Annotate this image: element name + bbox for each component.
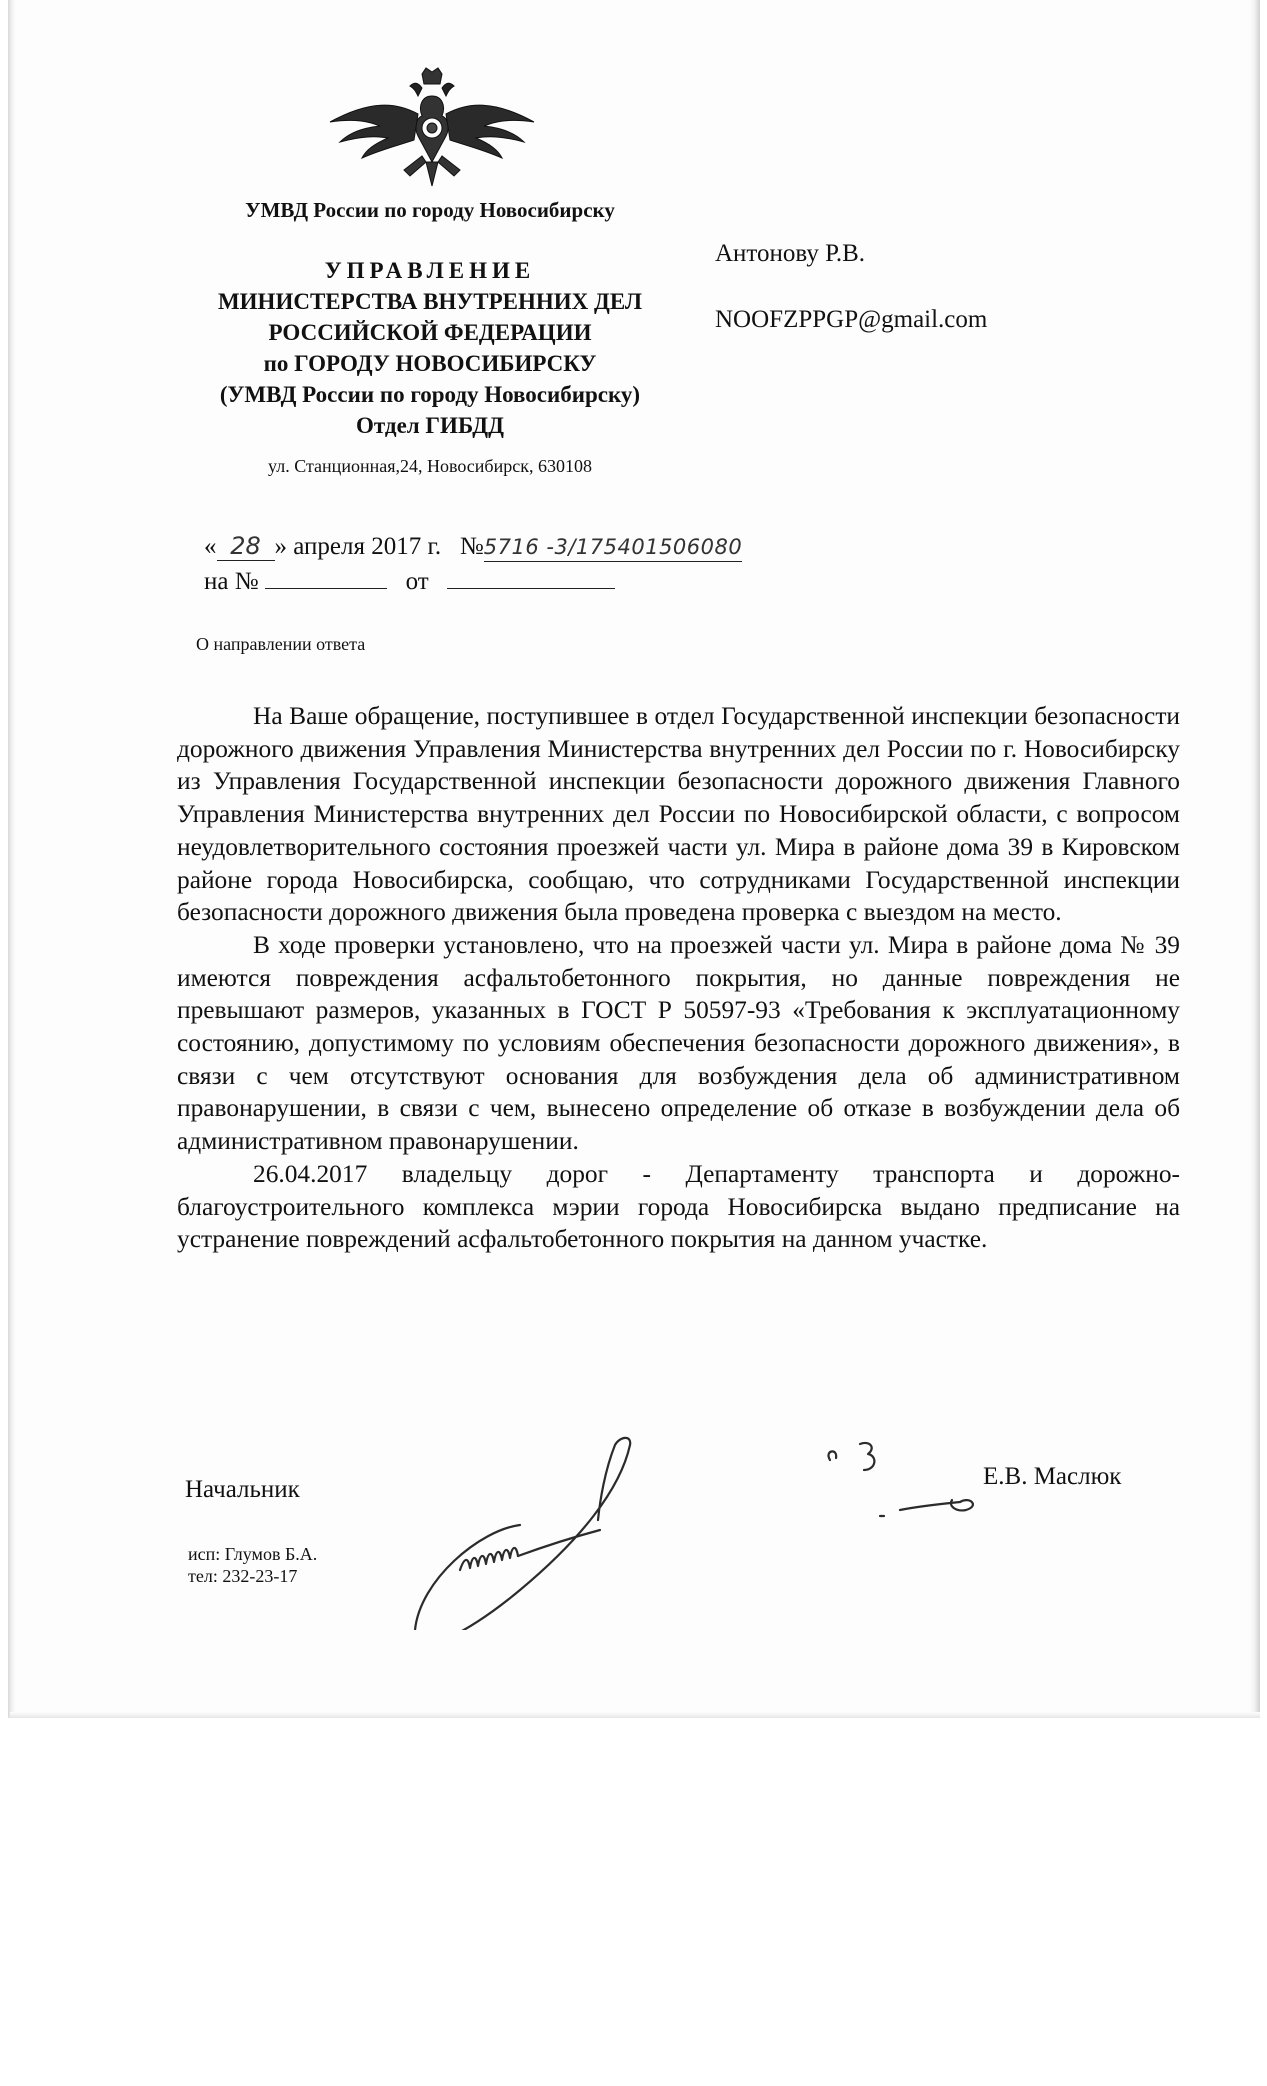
quote-open: « bbox=[204, 533, 217, 560]
signatory-title: Начальник bbox=[185, 1476, 300, 1503]
executor-name: исп: Глумов Б.А. bbox=[188, 1544, 318, 1564]
body-paragraph-3: 26.04.2017 владельцу дорог - Департаменту транспорта и дорожно-благоустроительного комплекса мэрии города Новосибирска выдано предписание на устранение повреждений асфальтобетонного покрытия на данном участке. bbox=[177, 1159, 1180, 1254]
org-line-5: (УМВД России по городу Новосибирску) bbox=[219, 382, 641, 407]
ref-date-blank bbox=[447, 588, 615, 589]
executor-phone: тел: 232-23-17 bbox=[188, 1566, 298, 1586]
ref-from-label: от bbox=[405, 568, 429, 595]
signatory-name: Е.В. Маслюк bbox=[983, 1463, 1122, 1490]
org-line-4: по ГОРОДУ НОВОСИБИРСКУ bbox=[263, 351, 597, 376]
body-paragraph-1: На Ваше обращение, поступившее в отдел Государственной инспекции безопасности дорожного движения Управления Министерства внутренних дел России по г. Новосибирску из Управления Государственной инспекции безопасности дорожного движения Главного Управления Министерства внутренних дел России по Новосибирской области, с вопросом неудовлетворительного состояния проезжей части ул. Мира в районе дома 39 в Кировском районе города Новосибирска, сообщаю, что сотрудниками Государственной инспекции безопасности дорожного движения была проведена проверка с выездом на место. bbox=[177, 702, 1180, 927]
reference-line bbox=[204, 568, 615, 596]
number-label: № bbox=[459, 533, 484, 560]
double-headed-eagle-emblem bbox=[326, 66, 538, 192]
org-line-3: РОССИЙСКОЙ ФЕДЕРАЦИИ bbox=[268, 320, 592, 345]
scan-edge-left bbox=[8, 0, 16, 1718]
org-line-6: Отдел ГИБДД bbox=[356, 413, 504, 438]
recipient-email: NOOFZPPGP@gmail.com bbox=[715, 306, 988, 333]
org-line-1: УПРАВЛЕНИЕ bbox=[324, 258, 536, 283]
handwritten-signature bbox=[400, 1430, 1020, 1630]
org-full-name-block bbox=[170, 255, 690, 441]
handwritten-registration-number: 5716 -3/175401506080 bbox=[484, 534, 742, 562]
ref-label: на № bbox=[204, 568, 259, 595]
body-paragraph-2: В ходе проверки установлено, что на проезжей части ул. Мира в районе дома № 39 имеются повреждения асфальтобетонного покрытия, но данные повреждения не превышают размеров, указанных в ГОСТ Р 50597-93 «Требования к эксплуатационному состоянию, допустимому по условиям обеспечения безопасности дорожного движения», в связи с чем отсутствуют основания для возбуждения дела об административном правонарушении, в связи с чем, вынесено определение об отказе в возбуждении дела об административном правонарушении. bbox=[177, 930, 1180, 1156]
subject-line: О направлении ответа bbox=[196, 634, 366, 654]
org-address: ул. Станционная,24, Новосибирск, 630108 bbox=[268, 456, 592, 476]
executor-block bbox=[188, 1543, 317, 1587]
org-line-2: МИНИСТЕРСТВА ВНУТРЕННИХ ДЕЛ bbox=[217, 289, 643, 314]
recipient-name: Антонову Р.В. bbox=[715, 240, 866, 267]
letter-body bbox=[177, 700, 1180, 1256]
handwritten-day: 28 bbox=[217, 533, 275, 561]
scan-edge-right bbox=[1250, 0, 1260, 1718]
org-short-name: УМВД России по городу Новосибирску bbox=[245, 198, 615, 222]
scan-edge-bottom bbox=[10, 1712, 1260, 1718]
registration-date-line bbox=[204, 533, 742, 562]
ref-number-blank bbox=[265, 588, 387, 589]
month-year: » апреля 2017 г. bbox=[274, 533, 442, 560]
